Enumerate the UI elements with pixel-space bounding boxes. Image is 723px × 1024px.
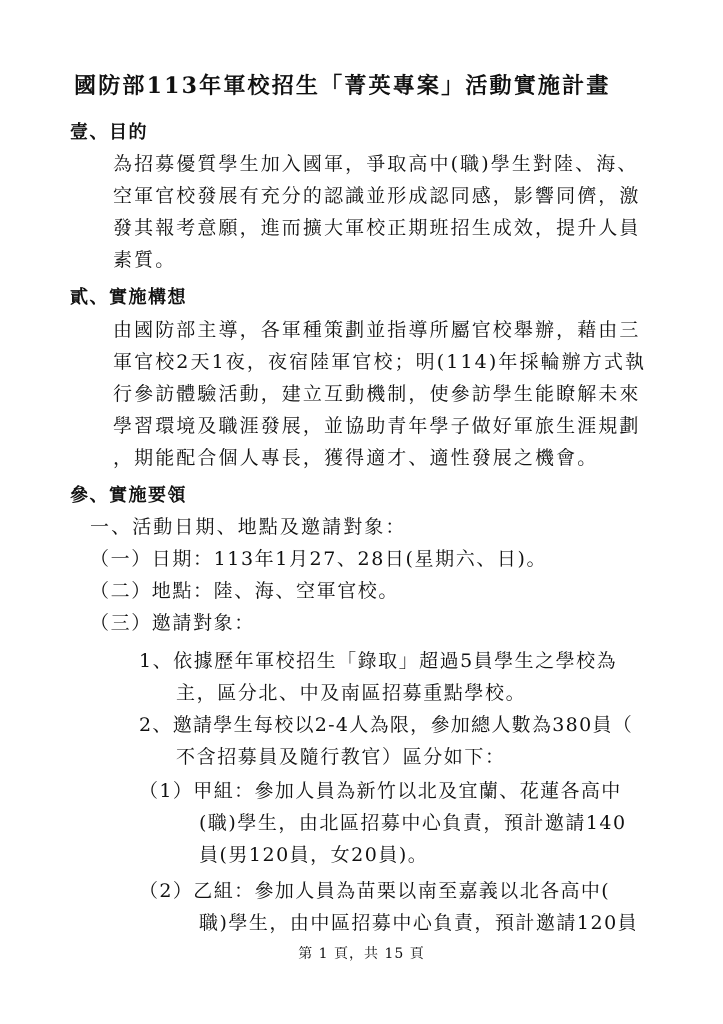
paragraph-line: 學習環境及職涯發展，並協助青年學子做好軍旅生涯規劃 [113,415,641,437]
list-item-continuation: (職)學生，由北區招募中心負責，預計邀請140 [199,812,627,834]
list-item-level2: （三）邀請對象： [90,612,255,634]
paragraph-line: 素質。 [113,249,177,271]
list-item-continuation: 主，區分北、中及南區招募重點學校。 [176,682,527,704]
list-item-continuation: 職)學生，由中區招募中心負責，預計邀請120員 [199,912,639,934]
document-title: 國防部113年軍校招生「菁英專案」活動實施計畫 [74,73,611,99]
paragraph-line: 為招募優質學生加入國軍，爭取高中(職)學生對陸、海、 [113,153,639,175]
list-item-level1: 一、活動日期、地點及邀請對象： [90,516,407,538]
paragraph-line: 軍官校2天1夜，夜宿陸軍官校；明(114)年採輪辦方式執 [113,351,647,373]
section-heading-concept: 貳、實施構想 [70,287,187,308]
section-heading-purpose: 壹、目的 [70,122,148,143]
section-heading-essentials: 參、實施要領 [70,485,187,506]
paragraph-line: 由國防部主導，各軍種策劃並指導所屬官校舉辦，藉由三 [113,319,641,341]
list-item-continuation: 員(男120員，女20員)。 [199,844,429,866]
paragraph-line: 行參訪體驗活動，建立互動機制，使參訪學生能瞭解未來 [113,383,641,405]
list-item-level3: 2、邀請學生每校以2-4人為限，參加總人數為380員（ [139,714,634,736]
list-item-level2: （一）日期：113年1月27、28日(星期六、日)。 [90,548,548,570]
page-footer: 第 1 頁，共 15 頁 [298,946,425,962]
list-item-level4: （2）乙組：參加人員為苗栗以南至嘉義以北各高中( [139,880,611,902]
paragraph-line: ，期能配合個人專長，獲得適才、適性發展之機會。 [113,447,599,469]
paragraph-line: 發其報考意願，進而擴大軍校正期班招生成效，提升人員 [113,217,641,239]
list-item-continuation: 不含招募員及隨行教官）區分如下： [176,746,506,768]
list-item-level3: 1、依據歷年軍校招生「錄取」超過5員學生之學校為 [139,650,618,672]
list-item-level4: （1）甲組：參加人員為新竹以北及宜蘭、花蓮各高中 [139,780,622,802]
paragraph-line: 空軍官校發展有充分的認識並形成認同感，影響同儕，激 [113,185,641,207]
list-item-level2: （二）地點：陸、海、空軍官校。 [90,580,400,602]
